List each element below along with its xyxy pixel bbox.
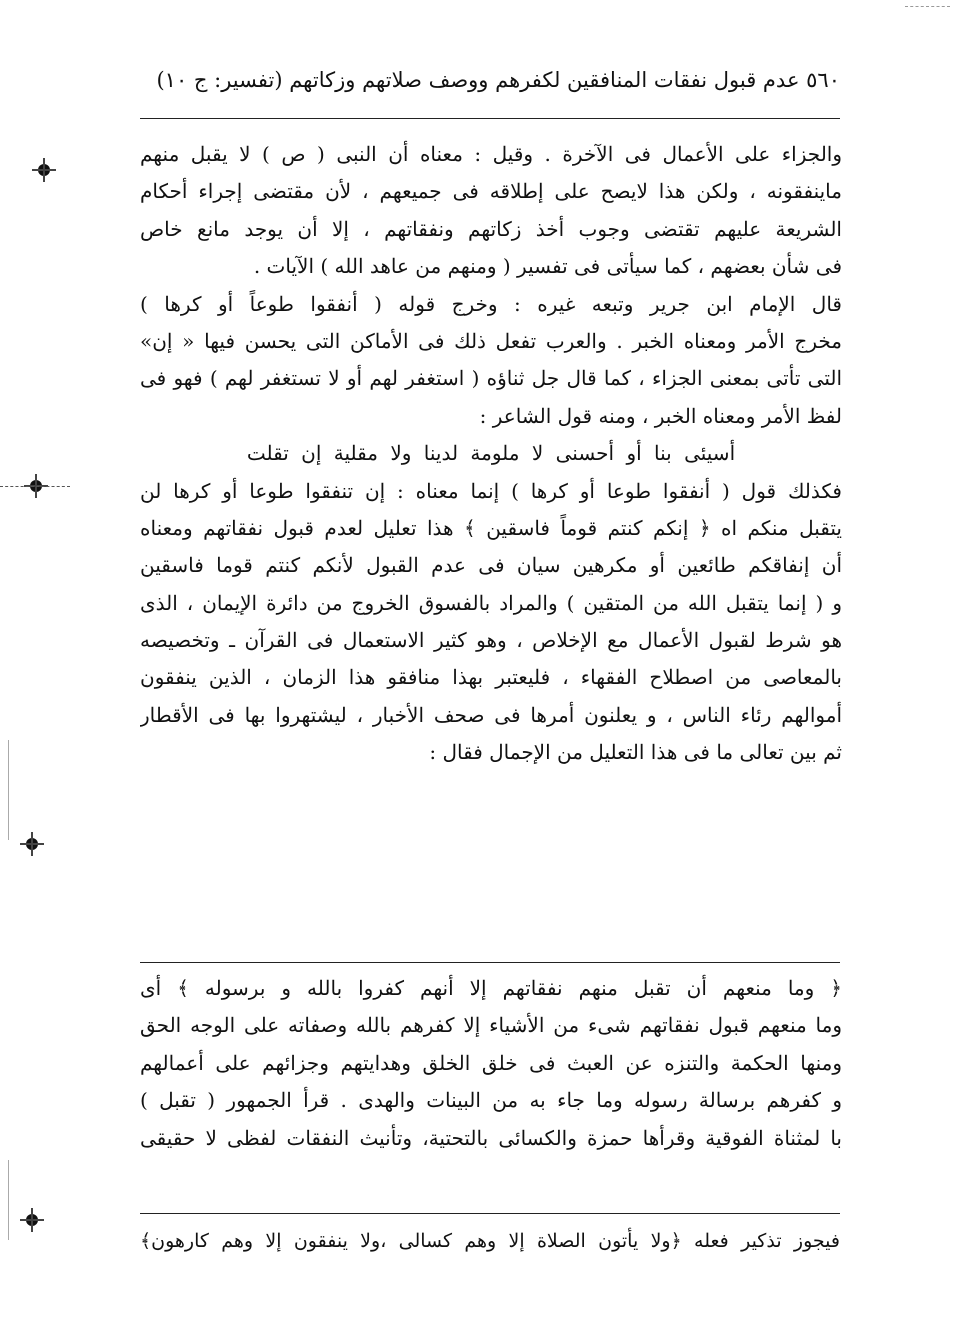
body-line: ثم بين تعالى ما فى هذا التعليل من الإجمال فقال :	[429, 740, 842, 765]
body-line: والجزاء على الأعمال فى الآخرة . وقيل : معناه أن النبى ( ص ) لا يقبل منهم	[140, 142, 842, 166]
margin-scan-line	[8, 740, 9, 840]
scan-edge-mark	[0, 486, 70, 487]
body-line: الشريعة عليهم تقتضى وجوب أخذ زكاتهم ونفقاتهم ، إلا أن يوجد مانع خاص	[140, 216, 842, 241]
verse-line: و كفرهم برسالة رسوله وما جاء به من البينات والهدى . قرأ الجمهور ( تقبل )	[140, 1088, 842, 1113]
margin-scan-line	[8, 1160, 9, 1240]
verse-line: ﴿ وما منعهم أن تقبل منهم نفقاتهم إلا أنهم كفروا بالله و برسوله ﴾ أى	[140, 976, 842, 1000]
body-line: بالمعاصى من اصطلاح الفقهاء ، فليعتبر بهذا منافقو هذا الزمان ، الذين ينفقون	[140, 665, 842, 690]
main-text-block	[140, 136, 842, 772]
body-line: هو شرط لقبول الأعمال مع الإخلاص ، وهو كثير الاستعمال فى القرآن ـ وتخصيصه	[140, 628, 842, 653]
verse-commentary-block	[140, 970, 842, 1157]
body-line: لفظ الأمر ومعناه الخبر ، ومنه قول الشاعر :	[479, 403, 842, 428]
body-line: فى شأن بعضهم ، كما سيأتى فى تفسير ( ومنهم من عاهد الله ) الآيات .	[253, 254, 842, 279]
body-line: و ( إنما يتقبل الله من المتقين ) والمراد بالفسوق الخروج من دائرة الإيمان ، الذى	[140, 590, 842, 615]
binder-hole-mark	[38, 164, 50, 176]
poetry-line: أسيئى بنا أو أحسنى لا ملومة لدينا ولا مقلية إن تقلت	[246, 441, 736, 466]
footnote-rule	[140, 1213, 840, 1214]
body-line: أموالهم رئاء الناس ، و يعلنون أمرها فى صحف الأخبار ، ليشتهروا بها فى الأقطار	[140, 702, 842, 727]
body-line: أن إنفاقكم طائعين أو مكرهين سيان فى عدم القبول لأنكم كنتم قوما فاسقين	[140, 553, 842, 578]
verse-line: ومنها الحكمة والتنزه عن العبث فى خلق الخلق وهدايتهم وجزائهم على أعمالهم	[140, 1050, 842, 1075]
binder-hole-mark	[26, 1214, 38, 1226]
header-rule	[140, 118, 840, 119]
body-line: مخرج الأمر ومعناه الخبر . والعرب تفعل ذلك فى الأماكن التى يحسن فيها « إن»	[140, 328, 842, 353]
body-line: يتقبل منكم اه ﴿ إنكم كنتم قوماً فاسقين ﴾ هذا تعليل لعدم قبول نفقاتهم ومعناه	[140, 515, 842, 540]
scan-edge-mark	[905, 6, 950, 7]
body-line: قال الإمام ابن جرير وتبعه غيره : وخرج قوله ( أنفقوا طوعاً أو كرها )	[140, 291, 842, 316]
running-header: ٥٦٠ عدم قبول نفقات المنافقين لكفرهم ووصف صلاتهم وزكاتهم (تفسير: ج ١٠)	[156, 68, 840, 92]
section-rule	[140, 962, 840, 963]
body-line: التى تأتى بمعنى الجزاء ، كما قال جل ثناؤه ( استغفر لهم أو لا تستغفر لهم ) فهو فى	[140, 366, 842, 391]
binder-hole-mark	[26, 838, 38, 850]
body-line: فكذلك قول ( أنفقوا طوعا أو كرها ) إنما معناه : إن تنفقوا طوعا أو كرها لن	[140, 478, 842, 503]
body-line: ماينفقونه ، ولكن هذا لايصح على إطلاقه فى جميعهم ، لأن مقتضى إجراء أحكام	[140, 179, 842, 204]
verse-line: با لمثناة الفوقية وقرأها حمزة والكسائى بالتحتية، وتأنيث النفقات لفظى لا حقيقى	[140, 1125, 842, 1150]
verse-line: وما منعهم قبول نفقاتهم شىء من الأشياء إلا كفرهم بالله وصفاته على الوجه الحق	[140, 1013, 842, 1038]
footnote-text: فيجوز تذكير فعله ﴿ولا يأتون الصلاة إلا وهم كسالى ،ولا ينفقون إلا وهم كارهون﴾	[140, 1230, 840, 1252]
